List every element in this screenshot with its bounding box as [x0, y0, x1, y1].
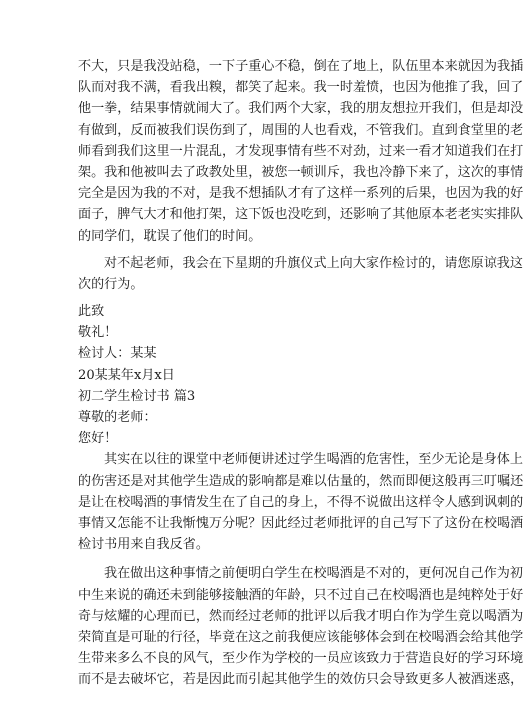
paragraph-1 — [78, 56, 523, 247]
text-line: 次的行为。 — [78, 276, 144, 292]
section-title: 初二学生检讨书 篇3 — [78, 388, 196, 404]
paragraph-4 — [78, 563, 523, 690]
text-line: 不大，只是我没站稳，一下子重心不稳，倒在了地上，队伍里本来就因为我插 — [78, 59, 523, 74]
text-line: 完全是因为我的不对，是我不想插队才有了这样一系列的后果，也因为我的好 — [78, 186, 523, 202]
paragraph-2 — [78, 253, 523, 295]
text-line: 我在做出这种事情之前便明白学生在校喝酒是不对的，更何况自己作为初 — [104, 566, 523, 582]
text-line: 对不起老师，我会在下星期的升旗仪式上向大家作检讨的，请您原谅我这 — [104, 255, 523, 271]
text-line: 有做到，反而被我们误伤到了，周围的人也看戏，不管我们。直到食堂里的老 — [78, 122, 523, 138]
date-line: 20某某年x月x日 — [78, 367, 175, 383]
text-line: 生带来多么不良的风气，至少作为学校的一员应该致力于营造良好的学习环境 — [78, 651, 523, 667]
closing-block — [78, 301, 422, 386]
text-line: 的同学们，耽误了他们的时间。 — [78, 228, 262, 244]
closing-jing-li: 敬礼！ — [78, 325, 118, 341]
text-line: 检讨书用来自我反省。 — [78, 537, 209, 553]
text-line: 他一拳，结果事情就闹大了。我们两个大家，我的朋友想拉开我们，但是却没 — [78, 101, 523, 117]
document-page — [78, 56, 523, 690]
text-line: 事情又怎能不让我惭愧万分呢？因此经过老师批评的自己写下了这份在校喝酒 — [78, 515, 523, 531]
text-line: 架。我和他被叫去了政教处里，被您一顿训斥，我也冷静下来了，这次的事情 — [78, 164, 523, 180]
text-line: 其实在以往的课堂中老师便讲述过学生喝酒的危害性，至少无论是身体上 — [104, 452, 523, 468]
text-line: 的伤害还是对其他学生造成的影响都是难以估量的，然而即便这般再三叮嘱还 — [78, 473, 523, 489]
text-line: 师看到我们这里一片混乱，才发现事情有些不对劲，过来一看才知道我们在打 — [78, 143, 523, 159]
text-line: 而不是去破坏它，若是因此而引起其他学生的效仿只会导致更多人被酒迷惑， — [78, 672, 523, 688]
greeting: 您好！ — [78, 431, 118, 447]
text-line: 奇与炫耀的心理而已，然而经过老师的批评以后我才明白作为学生竟以喝酒为 — [78, 608, 523, 624]
signer-line: 检讨人：某某 — [78, 346, 157, 362]
paragraph-3 — [78, 449, 523, 555]
text-line: 中生来说的确还未到能够接触酒的年龄，只不过自己在校喝酒也是纯粹处于好 — [78, 587, 523, 603]
text-line: 荣简直是可耻的行径，毕竟在这之前我便应该能够体会到在校喝酒会给其他学 — [78, 629, 523, 645]
salutation: 尊敬的老师： — [78, 410, 157, 425]
text-line: 是让在校喝酒的事情发生在了自己的身上，不得不说做出这样令人感到讽刺的 — [78, 494, 523, 510]
text-line: 面子，脾气大才和他打架，这下饭也没吃到，还影响了其他原本老老实实排队 — [78, 207, 523, 223]
closing-ci-zhi: 此致 — [78, 304, 105, 320]
text-line: 队而对我不满，看我出糗，都笑了起来。我一时羞愤，也因为他推了我，回了 — [78, 80, 523, 96]
